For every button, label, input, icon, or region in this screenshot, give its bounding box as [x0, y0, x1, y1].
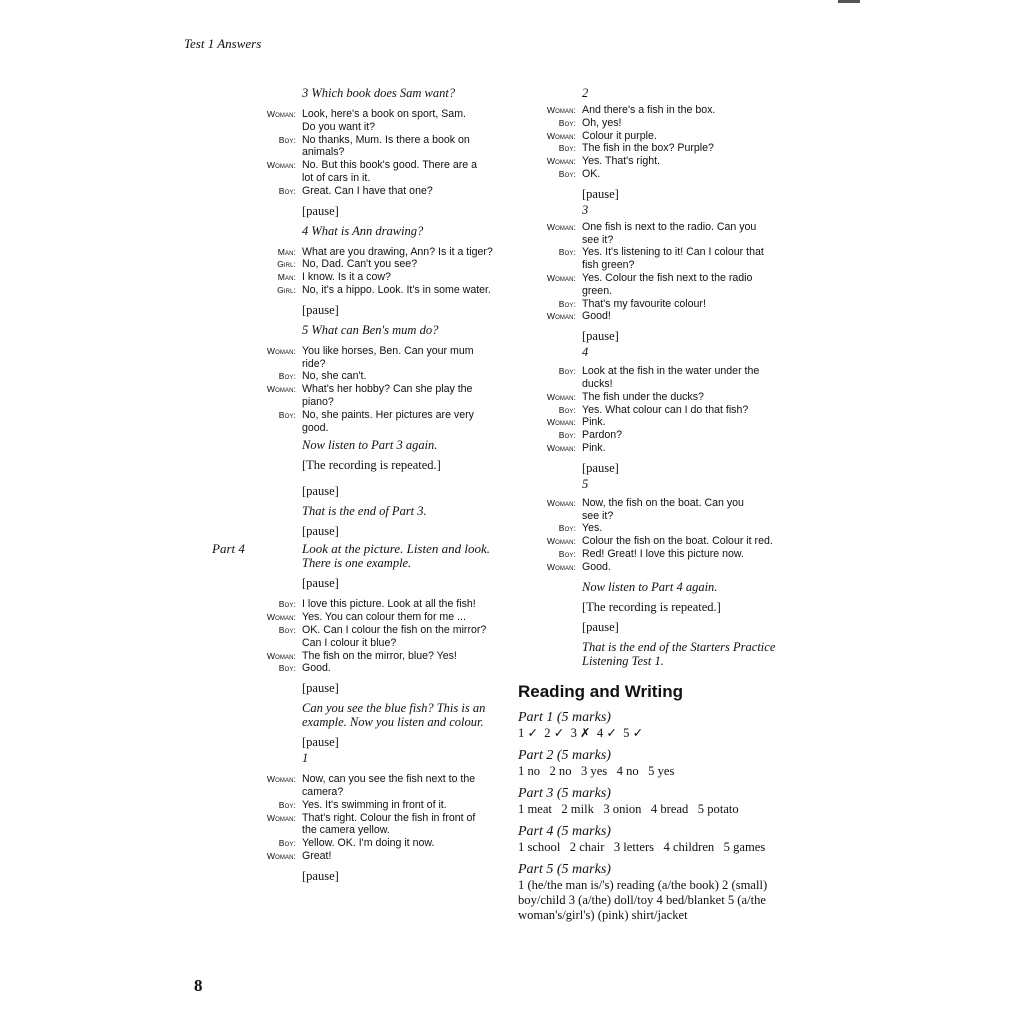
- utterance-text: What's her hobby? Can she play the: [302, 383, 473, 396]
- utterance-text: The fish in the box? Purple?: [582, 142, 714, 155]
- speaker-label: [520, 285, 582, 298]
- utterance-text: Yes. Colour the fish next to the radio: [582, 271, 753, 284]
- dialogue-line: [520, 155, 810, 168]
- part-marks-label: Part 5 (5 marks): [518, 861, 611, 877]
- dialogue-line: [240, 786, 502, 799]
- dialogue-line: [240, 284, 502, 297]
- dialogue-line: [520, 130, 810, 143]
- part-marks-label: Part 4 (5 marks): [518, 823, 611, 839]
- dialogue-line: [520, 442, 810, 455]
- speaker-label: Woman:: [546, 105, 576, 115]
- scan-edge-mark: [838, 0, 860, 3]
- dialogue-line: [520, 522, 810, 535]
- speaker-label: Boy:: [278, 799, 296, 810]
- utterance-text: ride?: [302, 357, 326, 370]
- dialogue-line: [520, 497, 810, 510]
- speaker-label: [520, 378, 582, 391]
- stage-direction: There is one example.: [302, 556, 412, 571]
- dialogue-line: [520, 391, 810, 404]
- utterance-text: Yes.: [582, 522, 603, 535]
- dialogue-line: [520, 221, 810, 234]
- speaker-label: Man:: [277, 246, 296, 257]
- dialogue-line: [240, 246, 502, 259]
- speaker-label: Boy:: [558, 247, 576, 258]
- pause-marker: [The recording is repeated.]: [302, 458, 441, 473]
- question-heading: 3 Which book does Sam want?: [302, 86, 456, 100]
- dialogue-line: [240, 624, 502, 637]
- speaker-label: Girl:: [277, 259, 296, 270]
- dialogue-line: [240, 812, 502, 825]
- speaker-label: Woman:: [546, 156, 576, 167]
- utterance-text: Yes. That's right.: [582, 155, 660, 168]
- stage-direction: 3: [582, 202, 589, 217]
- dialogue-line: [520, 142, 810, 155]
- speaker-label: Boy:: [278, 663, 296, 674]
- speaker-label: Boy:: [558, 143, 576, 154]
- utterance-text: Good!: [582, 310, 611, 323]
- speaker-label: [240, 172, 302, 185]
- dialogue-line: [520, 117, 810, 130]
- part-4-continued: [520, 86, 810, 668]
- stage-direction: 5: [582, 476, 589, 491]
- utterance-text: lot of cars in it.: [302, 171, 371, 184]
- reading-writing-section: [518, 682, 810, 922]
- dialogue-line: [520, 272, 810, 285]
- part-label: Part 4: [212, 541, 245, 557]
- speaker-label: Boy:: [278, 371, 296, 382]
- utterance-text: OK. Can I colour the fish on the mirror?: [302, 623, 487, 636]
- speaker-label: Woman:: [546, 561, 576, 572]
- speaker-label: Boy:: [558, 298, 576, 309]
- pause-marker: [The recording is repeated.]: [582, 599, 721, 614]
- utterance-text: Look, here's a book on sport, Sam.: [302, 108, 466, 120]
- speaker-label: Woman:: [266, 345, 296, 356]
- speaker-label: Woman:: [546, 536, 576, 547]
- speaker-label: Boy:: [278, 599, 296, 610]
- dialogue-line: [240, 662, 502, 675]
- answer-line: 1 school 2 chair 3 letters 4 children 5 games: [518, 839, 766, 854]
- dialogue-line: [520, 561, 810, 574]
- dialogue-line: [520, 310, 810, 323]
- dialogue-line: [240, 383, 502, 396]
- dialogue-line: [240, 159, 502, 172]
- utterance-text: see it?: [582, 509, 614, 522]
- utterance-text: The fish under the ducks?: [582, 390, 704, 403]
- utterance-text: No, Dad. Can't you see?: [302, 258, 418, 271]
- dialogue-line: [240, 345, 502, 358]
- utterance-text: Yes. It's listening to it! Can I colour that: [582, 246, 764, 259]
- dialogue-line: [240, 598, 502, 611]
- utterance-text: And there's a fish in the box.: [582, 104, 716, 116]
- utterance-text: Now, the fish on the boat. Can you: [582, 496, 744, 509]
- speaker-label: Woman:: [266, 650, 296, 661]
- stage-direction: That is the end of the Starters Practice: [582, 639, 776, 654]
- speaker-label: [240, 146, 302, 159]
- dialogue-line: [240, 824, 502, 837]
- utterance-text: Pink.: [582, 416, 606, 429]
- stage-direction: Can you see the blue fish? This is an: [302, 701, 486, 716]
- utterance-text: Colour the fish on the boat. Colour it red.: [582, 535, 773, 548]
- speaker-label: Girl:: [277, 284, 296, 295]
- utterance-text: OK.: [582, 167, 601, 180]
- speaker-label: [520, 510, 582, 523]
- dialogue-line: [520, 104, 810, 117]
- answer-line: woman's/girl's) (pink) shirt/jacket: [518, 907, 688, 922]
- section-heading: Reading and Writing: [518, 681, 683, 701]
- speaker-label: Woman:: [266, 160, 296, 171]
- speaker-label: [240, 637, 302, 650]
- utterance-text: fish green?: [582, 259, 635, 272]
- speaker-label: Boy:: [278, 838, 296, 849]
- utterance-text: No, she paints. Her pictures are very: [302, 408, 474, 421]
- utterance-text: Pink.: [582, 441, 606, 454]
- dialogue-line: [240, 271, 502, 284]
- utterance-text: That's right. Colour the fish in front of: [302, 811, 476, 824]
- dialogue-line: [240, 370, 502, 383]
- utterance-text: You like horses, Ben. Can your mum: [302, 344, 474, 357]
- utterance-text: Yes. It's swimming in front of it.: [302, 798, 447, 811]
- pause-marker: [pause]: [302, 484, 339, 499]
- dialogue-line: [520, 535, 810, 548]
- right-column: [520, 86, 810, 922]
- pause-marker: [pause]: [582, 329, 619, 344]
- stage-direction: Now listen to Part 3 again.: [302, 438, 438, 453]
- stage-direction: example. Now you listen and colour.: [302, 715, 484, 730]
- speaker-label: Woman:: [266, 384, 296, 395]
- utterance-text: Yes. What colour can I do that fish?: [582, 403, 749, 416]
- pause-marker: [pause]: [302, 302, 339, 317]
- dialogue-line: [240, 850, 502, 863]
- speaker-label: Woman:: [546, 442, 576, 453]
- stage-direction: 1: [302, 751, 309, 766]
- utterance-text: Pardon?: [582, 429, 623, 442]
- speaker-label: [240, 121, 302, 134]
- left-column: [212, 86, 502, 883]
- utterance-text: Yes. You can colour them for me ...: [302, 611, 466, 624]
- dialogue-line: [240, 650, 502, 663]
- utterance-text: That's my favourite colour!: [582, 297, 706, 310]
- speaker-label: Boy:: [558, 523, 576, 534]
- page-number: 8: [194, 976, 203, 995]
- dialogue-line: [520, 259, 810, 272]
- stage-direction: That is the end of Part 3.: [302, 504, 427, 519]
- question-heading: 5 What can Ben's mum do?: [302, 322, 439, 337]
- dialogue-line: [520, 429, 810, 442]
- pause-marker: [pause]: [302, 681, 339, 696]
- dialogue-line: [240, 134, 502, 147]
- dialogue-line: [520, 416, 810, 429]
- utterance-text: Do you want it?: [302, 120, 376, 133]
- speaker-label: Boy:: [278, 134, 296, 145]
- pause-marker: [pause]: [302, 735, 339, 750]
- speaker-label: Boy:: [558, 430, 576, 441]
- answer-line: 1 (he/the man is/'s) reading (a/the book) 2 (small): [518, 877, 768, 892]
- dialogue-line: [520, 234, 810, 247]
- answer-line: 1 no 2 no 3 yes 4 no 5 yes: [518, 763, 675, 778]
- speaker-label: Woman:: [266, 109, 296, 119]
- utterance-text: What are you drawing, Ann? Is it a tiger?: [302, 245, 493, 258]
- pause-marker: [pause]: [582, 186, 619, 201]
- speaker-label: Woman:: [266, 812, 296, 823]
- answer-key-list: [518, 710, 810, 922]
- stage-direction: 2: [582, 86, 589, 100]
- utterance-text: Now, can you see the fish next to the: [302, 773, 476, 786]
- utterance-text: Look at the fish in the water under the: [582, 365, 760, 378]
- pause-marker: [pause]: [302, 868, 339, 883]
- dialogue-line: [520, 365, 810, 378]
- running-head: Test 1 Answers: [184, 36, 262, 51]
- utterance-text: green.: [582, 284, 613, 297]
- utterance-text: I love this picture. Look at all the fish!: [302, 598, 476, 611]
- pause-marker: [pause]: [582, 619, 619, 634]
- utterance-text: the camera yellow.: [302, 824, 390, 837]
- dialogue-line: [240, 358, 502, 371]
- dialogue-line: [240, 121, 502, 134]
- utterance-text: Great. Can I have that one?: [302, 184, 433, 197]
- speaker-label: Woman:: [546, 391, 576, 402]
- speaker-label: Boy:: [278, 624, 296, 635]
- dialogue-line: [240, 396, 502, 409]
- dialogue-line: [520, 510, 810, 523]
- speaker-label: [240, 422, 302, 435]
- dialogue-line: [240, 837, 502, 850]
- speaker-label: [240, 358, 302, 371]
- speaker-label: Boy:: [558, 366, 576, 377]
- utterance-text: see it?: [582, 233, 614, 246]
- dialogue-line: [240, 611, 502, 624]
- utterance-text: No thanks, Mum. Is there a book on: [302, 133, 470, 146]
- part-instruction: Look at the picture. Listen and look.: [302, 541, 490, 557]
- dialogue-line: [520, 168, 810, 181]
- part-marks-label: Part 1 (5 marks): [518, 709, 611, 725]
- pause-marker: [pause]: [302, 524, 339, 539]
- speaker-label: Woman:: [546, 272, 576, 283]
- question-heading: 4 What is Ann drawing?: [302, 223, 424, 238]
- utterance-text: good.: [302, 421, 329, 434]
- utterance-text: Good.: [302, 662, 331, 675]
- utterance-text: Good.: [582, 560, 611, 573]
- utterance-text: No. But this book's good. There are a: [302, 159, 477, 172]
- speaker-label: Woman:: [546, 130, 576, 141]
- part-marks-label: Part 3 (5 marks): [518, 785, 611, 801]
- utterance-text: No, it's a hippo. Look. It's in some water.: [302, 283, 491, 296]
- speaker-label: Woman:: [546, 497, 576, 508]
- pause-marker: [pause]: [582, 460, 619, 475]
- speaker-label: Woman:: [266, 774, 296, 785]
- answer-line: boy/child 3 (a/the) doll/toy 4 bed/blanket 5 (a/the: [518, 892, 766, 907]
- dialogue-line: [240, 773, 502, 786]
- dialogue-line: [240, 108, 502, 121]
- part-marks-label: Part 2 (5 marks): [518, 747, 611, 763]
- dialogue-line: [240, 185, 502, 198]
- utterance-text: Colour it purple.: [582, 129, 657, 142]
- stage-direction: 4: [582, 345, 589, 360]
- utterance-text: animals?: [302, 146, 345, 159]
- dialogue-line: [240, 146, 502, 159]
- utterance-text: camera?: [302, 785, 344, 798]
- pause-marker: [pause]: [302, 576, 339, 591]
- dialogue-line: [520, 548, 810, 561]
- dialogue-line: [240, 422, 502, 435]
- speaker-label: [520, 259, 582, 272]
- dialogue-line: [520, 285, 810, 298]
- dialogue-line: [240, 258, 502, 271]
- dialogue-line: [240, 172, 502, 185]
- speaker-label: Boy:: [558, 548, 576, 559]
- speaker-label: Boy:: [558, 168, 576, 179]
- dialogue-line: [240, 637, 502, 650]
- speaker-label: Boy:: [278, 185, 296, 196]
- speaker-label: [240, 824, 302, 837]
- speaker-label: Woman:: [546, 417, 576, 428]
- dialogue-line: [240, 799, 502, 812]
- speaker-label: Woman:: [266, 612, 296, 623]
- utterance-text: The fish on the mirror, blue? Yes!: [302, 649, 457, 662]
- pause-marker: [pause]: [302, 203, 339, 218]
- utterance-text: Oh, yes!: [582, 116, 622, 129]
- utterance-text: I know. Is it a cow?: [302, 271, 391, 284]
- speaker-label: Woman:: [266, 850, 296, 861]
- utterance-text: Can I colour it blue?: [302, 636, 397, 649]
- speaker-label: [240, 786, 302, 799]
- speaker-label: [520, 234, 582, 247]
- answer-line: 1 ✓ 2 ✓ 3 ✗ 4 ✓ 5 ✓: [518, 725, 644, 740]
- speaker-label: Boy:: [558, 404, 576, 415]
- part-heading: [212, 541, 502, 557]
- utterance-text: One fish is next to the radio. Can you: [582, 220, 757, 233]
- answer-line: 1 meat 2 milk 3 onion 4 bread 5 potato: [518, 801, 739, 816]
- speaker-label: Man:: [277, 272, 296, 283]
- dialogue-line: [520, 378, 810, 391]
- utterance-text: piano?: [302, 395, 334, 408]
- utterance-text: No, she can't.: [302, 370, 367, 383]
- speaker-label: Woman:: [546, 221, 576, 232]
- dialogue-line: [520, 404, 810, 417]
- utterance-text: ducks!: [582, 377, 613, 390]
- stage-direction: Now listen to Part 4 again.: [582, 579, 718, 594]
- speaker-label: Boy:: [278, 409, 296, 420]
- speaker-label: Woman:: [546, 311, 576, 322]
- dialogue-line: [520, 298, 810, 311]
- utterance-text: Yellow. OK. I'm doing it now.: [302, 837, 435, 850]
- speaker-label: [240, 396, 302, 409]
- dialogue-line: [520, 246, 810, 259]
- stage-direction: Listening Test 1.: [582, 653, 664, 668]
- dialogue-line: [240, 409, 502, 422]
- utterance-text: Great!: [302, 849, 332, 862]
- speaker-label: Boy:: [558, 117, 576, 128]
- utterance-text: Red! Great! I love this picture now.: [582, 547, 744, 560]
